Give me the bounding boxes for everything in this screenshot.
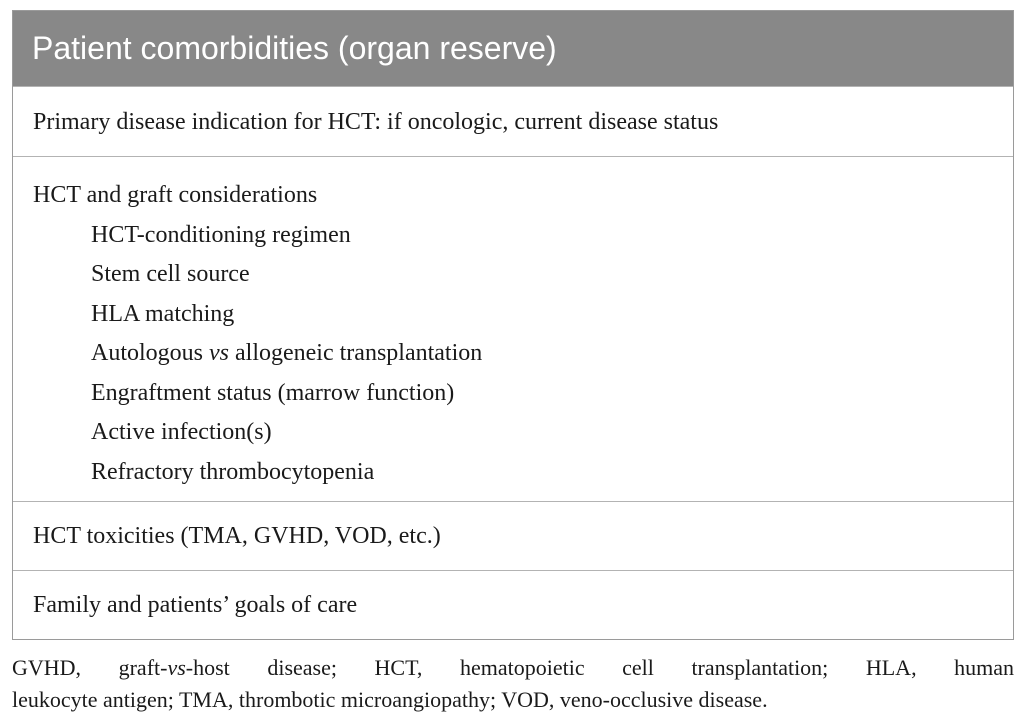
text-segment: -host disease; HCT, hematopoietic cell transplantation; HLA, human — [185, 655, 1014, 680]
comorbidities-table — [12, 10, 1014, 640]
list-item: HCT-conditioning regimen — [91, 221, 351, 248]
table-row-hct-graft — [13, 156, 1013, 501]
text-segment: Autologous — [91, 340, 210, 366]
footnote-line-2: leukocyte antigen; TMA, thrombotic microangiopathy; VOD, veno-occlusive disease. — [12, 687, 768, 712]
list-item: HLA matching — [91, 300, 235, 327]
list-item: Stem cell source — [91, 261, 250, 287]
footnote-line-1 — [12, 652, 1014, 684]
italic-text: vs — [209, 340, 230, 366]
list-item: Engraftment status (marrow function) — [91, 379, 455, 406]
row-title: HCT and graft considerations — [33, 182, 318, 208]
italic-text: vs — [167, 655, 186, 680]
table-header: Patient comorbidities (organ reserve) — [13, 11, 1013, 86]
table-footnote — [12, 652, 1014, 716]
table-row-primary-disease: Primary disease indication for HCT: if oncologic, current disease status — [13, 86, 1013, 156]
table-row-goals-of-care: Family and patients’ goals of care — [13, 570, 1013, 639]
text-segment: GVHD, graft- — [12, 655, 168, 680]
table-row-hct-toxicities: HCT toxicities (TMA, GVHD, VOD, etc.) — [13, 501, 1013, 570]
text-segment: allogeneic transplantation — [229, 340, 483, 366]
list-item — [33, 334, 1013, 374]
list-item: Active infection(s) — [91, 419, 272, 445]
list-item: Refractory thrombocytopenia — [91, 458, 375, 485]
